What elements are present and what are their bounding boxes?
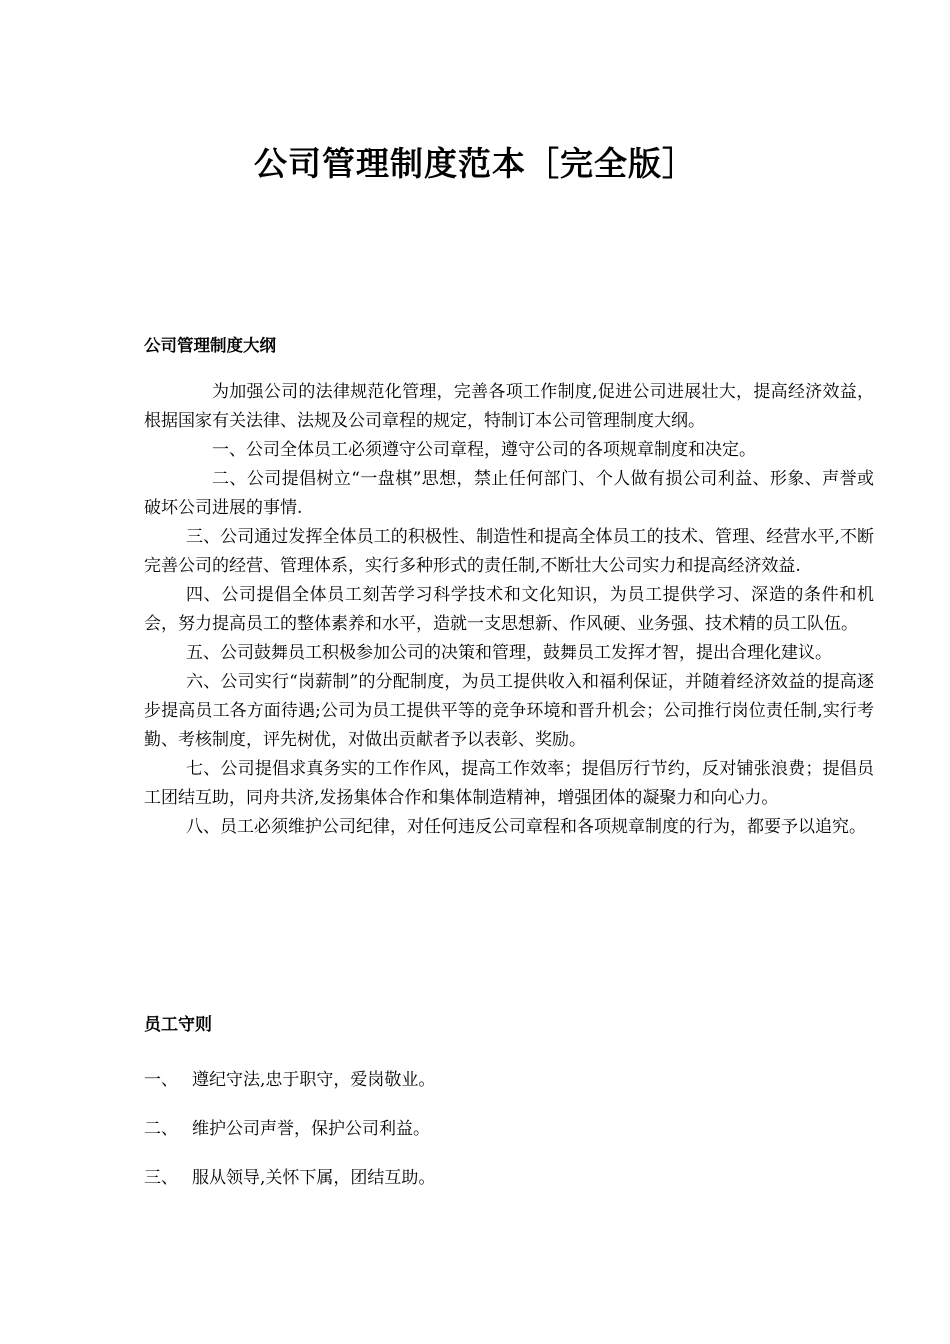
rule-text: 遵纪守法,忠于职守，爱岗敬业。	[192, 1070, 436, 1090]
rules-heading: 员工守则	[144, 1015, 212, 1035]
outline-item-2: 二、公司提倡树立“一盘棋”思想，禁止任何部门、个人做有损公司利益、形象、声誉或破坏公司进展的事情.	[144, 469, 874, 518]
rules-list	[144, 1066, 435, 1213]
outline-body	[144, 378, 874, 842]
intro-paragraph: 为加强公司的法律规范化管理，完善各项工作制度,促进公司进展壮大，提高经济效益，根据国家有关法律、法规及公司章程的规定，特制订本公司管理制度大纲。	[144, 382, 874, 431]
document-title: 公司管理制度范本［完全版］	[254, 144, 696, 183]
rule-item	[144, 1164, 435, 1193]
outline-item-1: 一、公司全体员工必须遵守公司章程，遵守公司的各项规章制度和决定。	[212, 440, 756, 460]
outline-item-8: 八、员工必须维护公司纪律，对任何违反公司章程和各项规章制度的行为，都要予以追究。	[186, 817, 866, 837]
outline-heading: 公司管理制度大纲	[144, 336, 276, 355]
outline-item-3: 三、公司通过发挥全体员工的积极性、制造性和提高全体员工的技术、管理、经营水平,不断完善公司的经营、管理体系，实行多种形式的责任制,不断壮大公司实力和提高经济效益.	[144, 527, 874, 576]
rule-item	[144, 1066, 435, 1095]
rule-number: 一、	[144, 1070, 178, 1090]
outline-item-7: 七、公司提倡求真务实的工作作风，提高工作效率；提倡厉行节约，反对铺张浪费；提倡员工团结互助，同舟共济,发扬集体合作和集体制造精神，增强团体的凝聚力和向心力。	[144, 759, 874, 808]
rule-text: 维护公司声誉，保护公司利益。	[192, 1119, 430, 1139]
outline-item-4: 四、公司提倡全体员工刻苦学习科学技术和文化知识，为员工提供学习、深造的条件和机会，努力提高员工的整体素养和水平，造就一支思想新、作风硬、业务强、技术精的员工队伍。	[144, 585, 874, 634]
rule-number: 二、	[144, 1119, 178, 1139]
rule-number: 三、	[144, 1168, 178, 1188]
rule-text: 服从领导,关怀下属，团结互助。	[192, 1168, 436, 1188]
outline-item-6: 六、公司实行“岗薪制”的分配制度，为员工提供收入和福利保证，并随着经济效益的提高逐步提高员工各方面待遇;公司为员工提供平等的竞争环境和晋升机会；公司推行岗位责任制,实行考勤、考核制度，评先树优，对做出贡献者予以表彰、奖励。	[144, 672, 874, 750]
outline-item-5: 五、公司鼓舞员工积极参加公司的决策和管理，鼓舞员工发挥才智，提出合理化建议。	[186, 643, 832, 663]
rule-item	[144, 1115, 435, 1144]
